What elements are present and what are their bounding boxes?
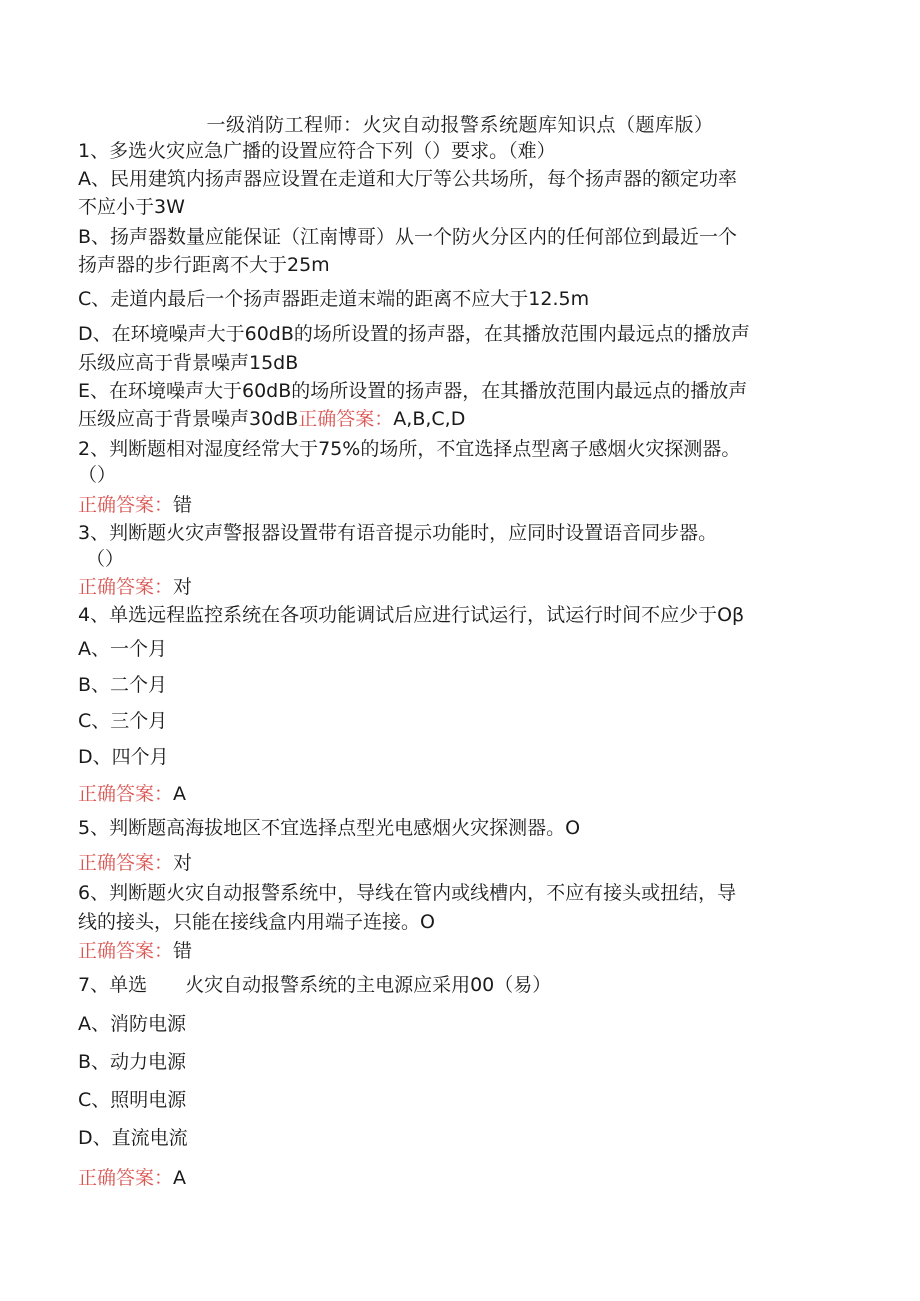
q2-answer-value: 错 <box>173 494 193 516</box>
q4-option-c: C、三个月 <box>78 710 168 732</box>
q5-answer <box>78 850 838 877</box>
q1-option-a-line1: A、民用建筑内扬声器应设置在走道和大厅等公共场所，每个扬声器的额定功率 <box>78 168 737 190</box>
q1-option-d-line2: 乐级应高于背景噪声15dB <box>78 352 299 374</box>
q2-answer <box>78 492 838 519</box>
document-title: 一级消防工程师：火灾自动报警系统题库知识点（题库版） <box>206 114 714 136</box>
q7-option-a: A、消防电源 <box>78 1013 186 1035</box>
q1-option-a-line2: 不应小于3W <box>78 196 185 218</box>
q4-option-b: B、二个月 <box>78 674 168 696</box>
q1-option-d-line1: D、在环境噪声大于60dB的场所设置的扬声器，在其播放范围内最远点的播放声 <box>78 323 750 345</box>
q5-answer-label: 正确答案： <box>78 852 174 874</box>
q4-answer <box>78 781 838 808</box>
q6-answer-label: 正确答案： <box>78 940 174 962</box>
q7-answer-label: 正确答案： <box>78 1167 174 1189</box>
q1-option-e-text: 压级应高于背景噪声30dB <box>78 408 299 430</box>
q1-option-c: C、走道内最后一个扬声器距走道末端的距离不应大于12.5m <box>78 288 590 310</box>
q6-answer <box>78 938 838 965</box>
q7-answer-value: A <box>173 1167 187 1189</box>
q5-stem: 5、判断题高海拔地区不宜选择点型光电感烟火灾探测器。O <box>78 817 581 839</box>
q1-stem: 1、多选火灾应急广播的设置应符合下列（）要求。（难） <box>78 140 556 162</box>
q3-stem-line1: 3、判断题火灾声警报器设置带有语音提示功能时，应同时设置语音同步器。 <box>78 522 718 544</box>
q4-stem: 4、单选远程监控系统在各项功能调试后应进行试运行，试运行时间不应少于Oβ <box>78 604 745 626</box>
q7-option-d: D、直流电流 <box>78 1127 188 1149</box>
q1-option-b-line1: B、扬声器数量应能保证（江南博哥）从一个防火分区内的任何部位到最近一个 <box>78 226 738 248</box>
q2-stem-line2: （） <box>78 464 117 486</box>
q3-answer-label: 正确答案： <box>78 576 174 598</box>
q1-option-e-line2 <box>78 406 838 433</box>
q7-option-b: B、动力电源 <box>78 1051 187 1073</box>
q4-option-d: D、四个月 <box>78 746 169 768</box>
q7-option-c: C、照明电源 <box>78 1089 187 1111</box>
q1-answer-label: 正确答案： <box>298 408 394 430</box>
q3-answer <box>78 574 838 601</box>
q1-option-b-line2: 扬声器的步行距离不大于25m <box>78 254 330 276</box>
q2-stem-line1: 2、判断题相对湿度经常大于75%的场所，不宜选择点型离子感烟火灾探测器。 <box>78 438 741 460</box>
q5-answer-value: 对 <box>173 852 193 874</box>
q6-answer-value: 错 <box>173 940 193 962</box>
q4-answer-label: 正确答案： <box>78 783 174 805</box>
q7-answer <box>78 1165 838 1192</box>
q4-option-a: A、一个月 <box>78 638 167 660</box>
q1-answer-value: A,B,C,D <box>393 408 466 430</box>
q6-stem-line1: 6、判断题火灾自动报警系统中，导线在管内或线槽内，不应有接头或扭结，导 <box>78 882 737 904</box>
q6-stem-line2: 线的接头，只能在接线盒内用端子连接。O <box>78 911 435 933</box>
q2-answer-label: 正确答案： <box>78 494 174 516</box>
q1-option-e-line1: E、在环境噪声大于60dB的场所设置的扬声器，在其播放范围内最远点的播放声 <box>78 380 748 402</box>
q4-answer-value: A <box>173 783 187 805</box>
q7-stem: 7、单选 火灾自动报警系统的主电源应采用00（易） <box>78 974 552 996</box>
q3-stem-line2: （） <box>86 548 125 570</box>
q3-answer-value: 对 <box>173 576 193 598</box>
